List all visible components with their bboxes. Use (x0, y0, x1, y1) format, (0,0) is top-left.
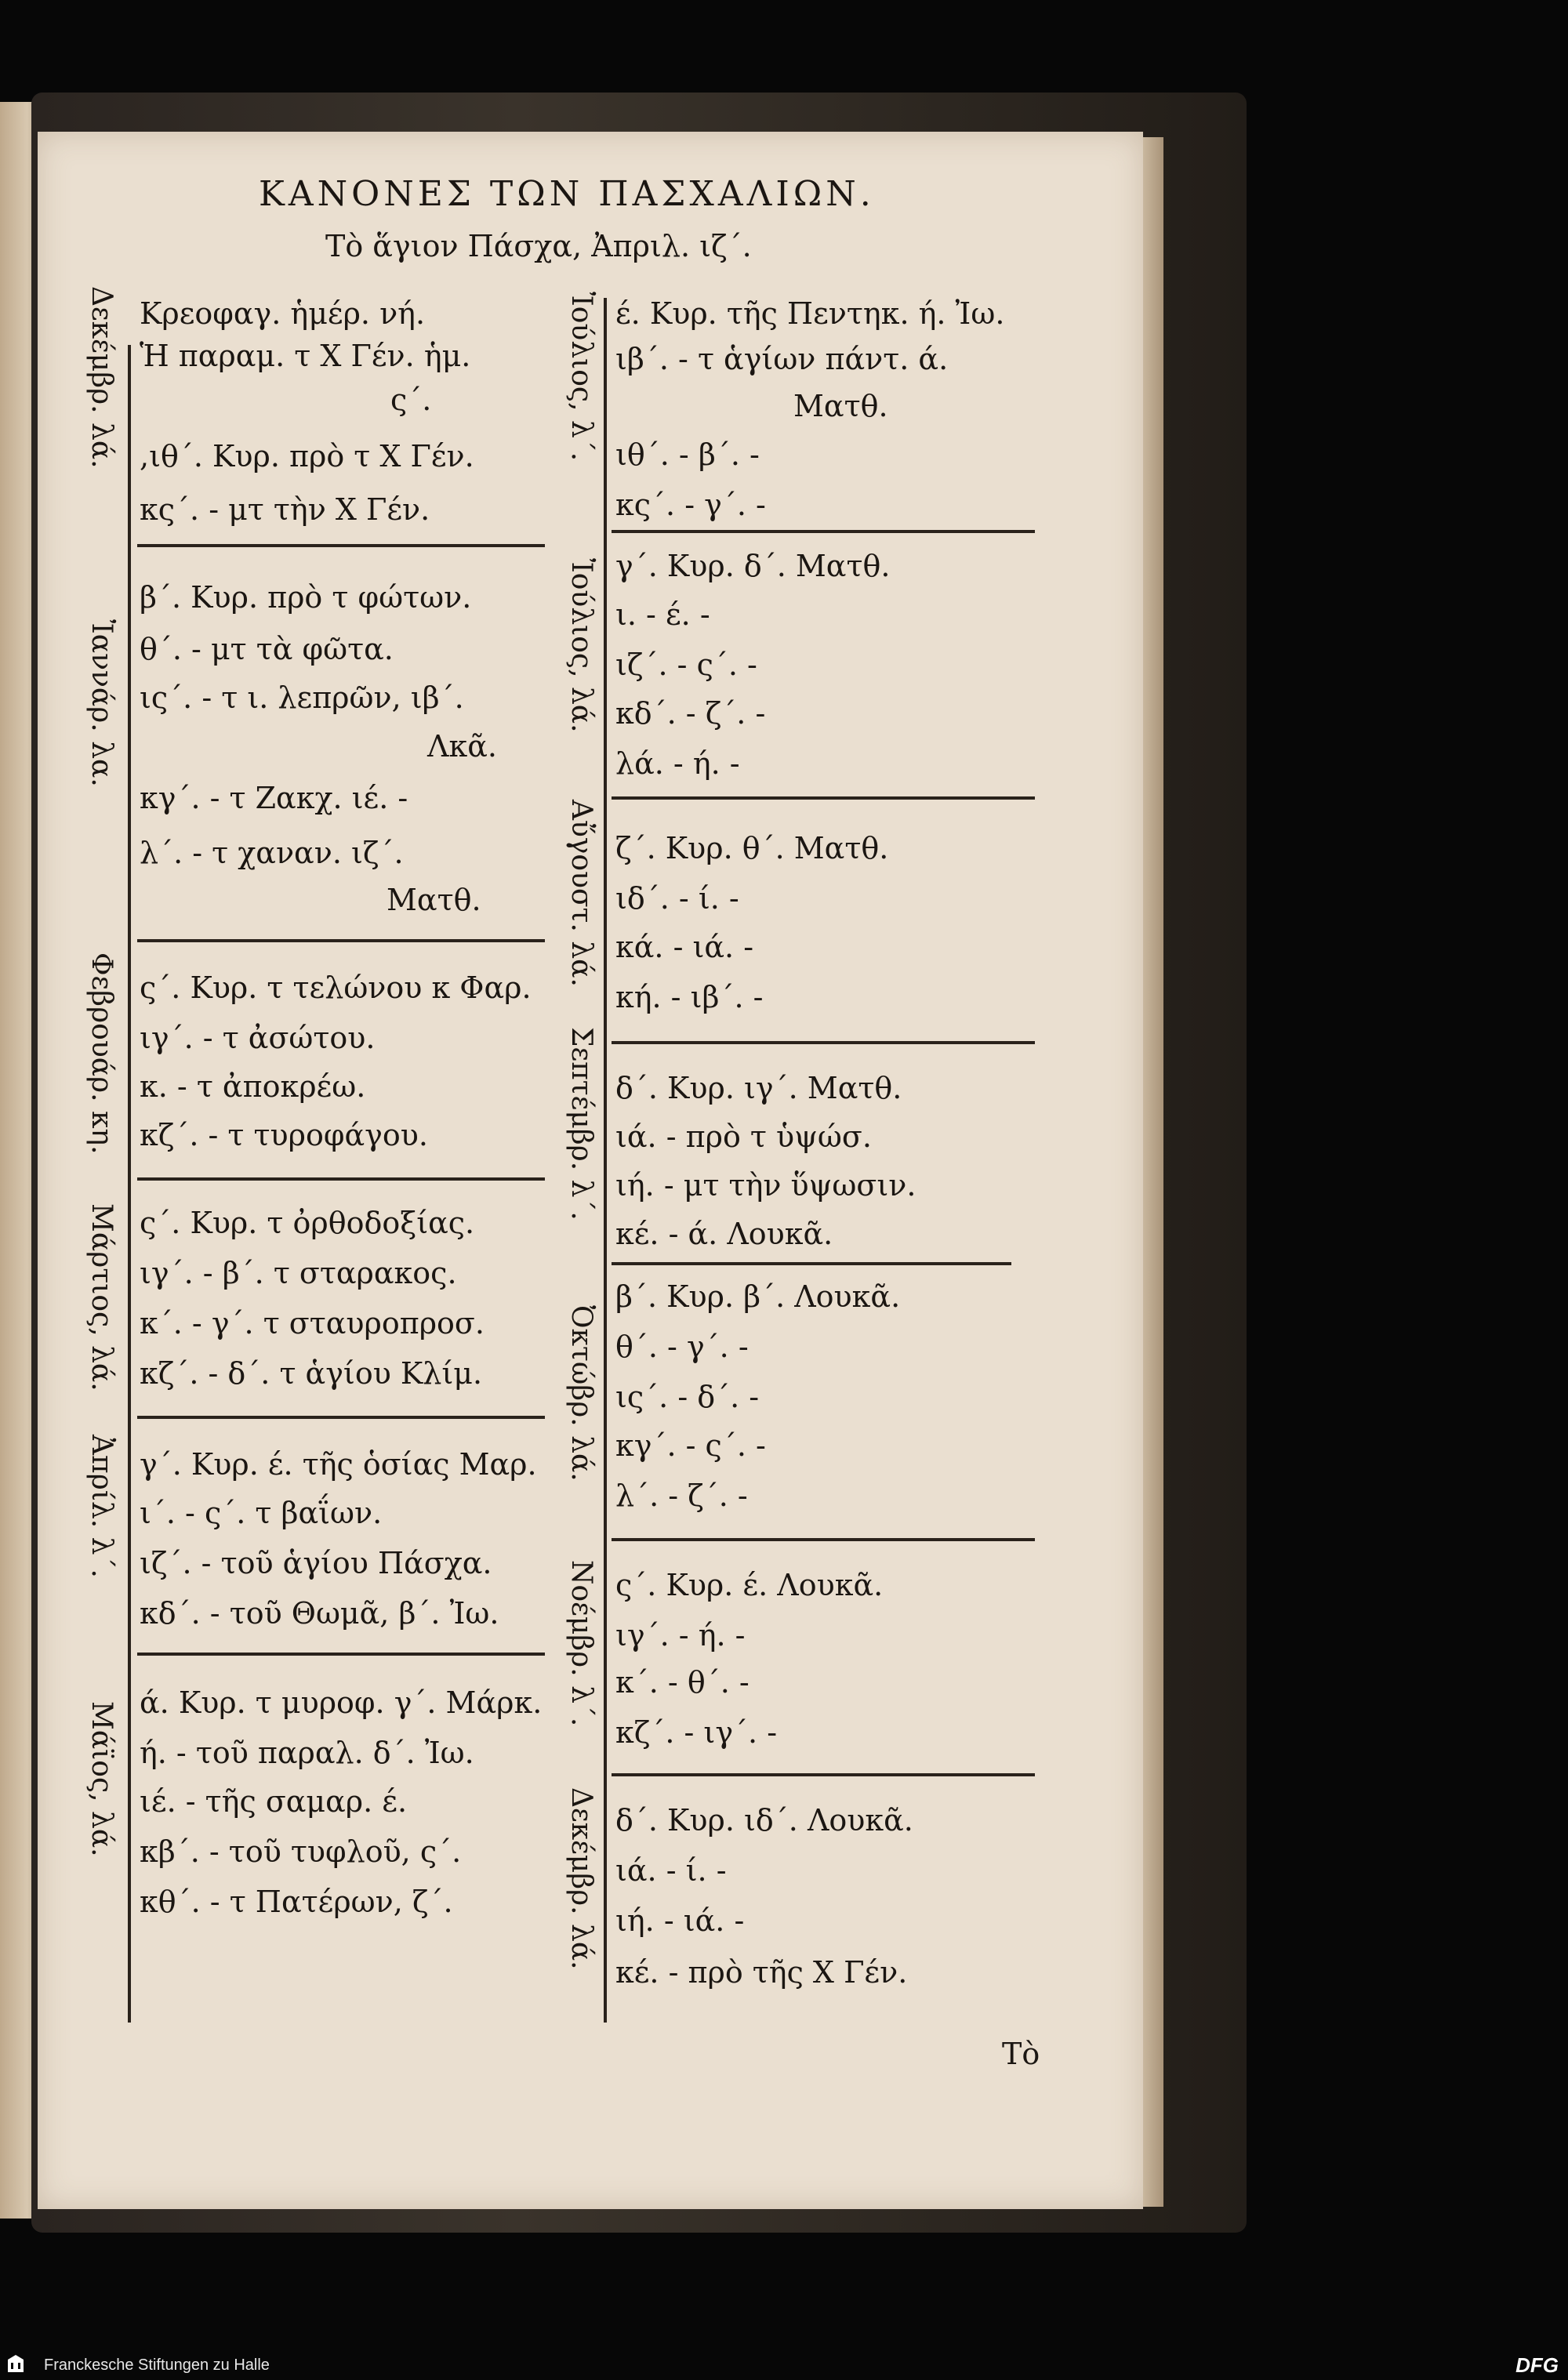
entry-line: γ΄. Κυρ. έ. τῆς ὁσίας Μαρ. (140, 1447, 537, 1482)
separator (612, 796, 1035, 800)
entry-line: κς΄. - μτ τὴν Χ Γέν. (140, 492, 430, 527)
separator (137, 544, 545, 547)
institution-name: Franckesche Stiftungen zu Halle (44, 2356, 270, 2374)
entry-line: ι. - έ. - (615, 597, 710, 632)
month-label: Δεκέμβρ. λά. (565, 1787, 597, 1970)
entry-line: ιδ΄. - ί. - (615, 881, 739, 916)
month-label: Φεβρουάρ. κη. (85, 952, 118, 1155)
entry-line: θ΄. - μτ τὰ φῶτα. (140, 632, 394, 666)
entry-line: ς΄. Κυρ. τ τελώνου κ Φαρ. (140, 971, 532, 1005)
entry-line: ιβ΄. - τ ἁγίων πάντ. ά. (615, 342, 949, 376)
entry-line: ις΄. - τ ι. λεπρῶν, ιβ΄. (140, 680, 464, 715)
entry-line: Λκᾶ. (427, 729, 497, 764)
entry-line: ιθ΄. - β΄. - (615, 437, 760, 472)
entry-line: κ΄. - γ΄. τ σταυροπροσ. (140, 1306, 485, 1341)
entry-line: ιή. - ιά. - (615, 1903, 745, 1938)
month-label: Ἰούλιος, λά. (565, 558, 597, 733)
middle-column-rule (604, 298, 607, 2023)
funder-logo: DFG (1515, 2353, 1559, 2377)
month-label: Ἀπρίλ. λ΄. (85, 1435, 118, 1578)
entry-line: Κρεοφαγ. ἡμέρ. νή. (140, 296, 426, 331)
entry-line: θ΄. - γ΄. - (615, 1330, 749, 1364)
page-subtitle: Τὸ ἅγιον Πάσχα, Ἀπριλ. ιζ΄. (325, 229, 752, 263)
entry-line: κζ΄. - τ τυροφάγου. (140, 1118, 428, 1152)
month-label: Μάρτιος, λά. (85, 1203, 118, 1391)
entry-line: κέ. - πρὸ τῆς Χ Γέν. (615, 1955, 908, 1990)
entry-line: λ΄. - ζ΄. - (615, 1478, 748, 1513)
month-label: Ἰούλιος, λ΄. (565, 292, 597, 462)
catchword: Τὸ (1002, 2037, 1040, 2071)
entry-line: ιζ΄. - ς΄. - (615, 648, 757, 682)
entry-line: ς΄. Κυρ. τ ὀρθοδοξίας. (140, 1206, 475, 1240)
entry-line: ιζ΄. - τοῦ ἁγίου Πάσχα. (140, 1546, 492, 1580)
entry-line: ις΄. - δ΄. - (615, 1380, 760, 1414)
month-label: Ἰαννάρ. λα. (85, 619, 118, 787)
entry-line: ιέ. - τῆς σαμαρ. έ. (140, 1784, 408, 1819)
separator (612, 530, 1035, 533)
month-label: Αὔγουστ. λά. (565, 800, 597, 987)
entry-line: ς΄. (390, 383, 432, 417)
entry-line: ,ιθ΄. Κυρ. πρὸ τ Χ Γέν. (140, 439, 474, 473)
entry-line: β΄. Κυρ. β΄. Λουκᾶ. (615, 1279, 901, 1314)
entry-line: ιγ΄. - τ ἀσώτου. (140, 1021, 376, 1055)
entry-line: κά. - ιά. - (615, 930, 754, 964)
separator (612, 1262, 1011, 1265)
entry-line: κζ΄. - δ΄. τ ἁγίου Κλίμ. (140, 1356, 483, 1391)
entry-line: Ματθ. (793, 389, 888, 423)
entry-line: κδ΄. - ζ΄. - (615, 696, 766, 731)
entry-line: ιγ΄. - ή. - (615, 1618, 746, 1653)
entry-line: λ΄. - τ χαναν. ιζ΄. (140, 836, 404, 870)
entry-line: έ. Κυρ. τῆς Πεντηκ. ή. Ἰω. (615, 296, 1005, 331)
entry-line: κς΄. - γ΄. - (615, 488, 766, 522)
separator (137, 1416, 545, 1419)
entry-line: κθ΄. - τ Πατέρων, ζ΄. (140, 1885, 453, 1919)
entry-line: ιή. - μτ τὴν ὕψωσιν. (615, 1168, 916, 1203)
entry-line: κβ΄. - τοῦ τυφλοῦ, ς΄. (140, 1834, 462, 1869)
institution-logo-icon (6, 2355, 25, 2374)
separator (137, 939, 545, 942)
page-title: ΚΑΝΟΝΕΣ ΤΩΝ ΠΑΣΧΑΛΙΩΝ. (259, 174, 875, 214)
separator (137, 1653, 545, 1656)
entry-line: κ΄. - θ΄. - (615, 1665, 750, 1700)
entry-line: δ΄. Κυρ. ιδ΄. Λουκᾶ. (615, 1803, 913, 1838)
separator (612, 1041, 1035, 1044)
separator (612, 1538, 1035, 1541)
entry-line: ζ΄. Κυρ. θ΄. Ματθ. (615, 831, 889, 865)
entry-line: ιγ΄. - β΄. τ σταρακος. (140, 1256, 457, 1290)
entry-line: δ΄. Κυρ. ιγ΄. Ματθ. (615, 1071, 902, 1105)
month-label: Νοέμβρ. λ΄. (565, 1560, 597, 1727)
entry-line: λά. - ή. - (615, 746, 740, 781)
entry-line: ά. Κυρ. τ μυροφ. γ΄. Μάρκ. (140, 1685, 543, 1720)
entry-line: κέ. - ά. Λουκᾶ. (615, 1217, 833, 1251)
left-column-rule (128, 345, 131, 2023)
entry-line: Ἡ παραμ. τ Χ Γέν. ἡμ. (140, 339, 471, 373)
separator (612, 1773, 1035, 1776)
entry-line: κ. - τ ἀποκρέω. (140, 1069, 366, 1104)
page-edge (1143, 137, 1163, 2207)
entry-line: κή. - ιβ΄. - (615, 980, 764, 1014)
entry-line: β΄. Κυρ. πρὸ τ φώτων. (140, 580, 472, 615)
month-label: Δεκέμβρ. λά. (85, 286, 118, 469)
month-label: Μάϊος, λά. (85, 1701, 118, 1857)
entry-line: κγ΄. - ς΄. - (615, 1428, 766, 1463)
month-label: Ὀκτώβρ. λά. (565, 1305, 597, 1482)
entry-line: ή. - τοῦ παραλ. δ΄. Ἰω. (140, 1736, 474, 1770)
separator (137, 1177, 545, 1181)
month-label: Σεπτέμβρ. λ΄. (565, 1027, 597, 1221)
entry-line: κγ΄. - τ Ζακχ. ιέ. - (140, 781, 408, 815)
entry-line: γ΄. Κυρ. δ΄. Ματθ. (615, 549, 891, 583)
entry-line: ς΄. Κυρ. έ. Λουκᾶ. (615, 1568, 884, 1602)
entry-line: ιά. - πρὸ τ ὑψώσ. (615, 1119, 872, 1154)
entry-line: ι΄. - ς΄. τ βαΐων. (140, 1496, 383, 1530)
entry-line: ιά. - ί. - (615, 1853, 727, 1888)
entry-line: κδ΄. - τοῦ Θωμᾶ, β΄. Ἰω. (140, 1596, 499, 1631)
entry-line: Ματθ. (387, 883, 481, 917)
entry-line: κζ΄. - ιγ΄. - (615, 1715, 778, 1750)
